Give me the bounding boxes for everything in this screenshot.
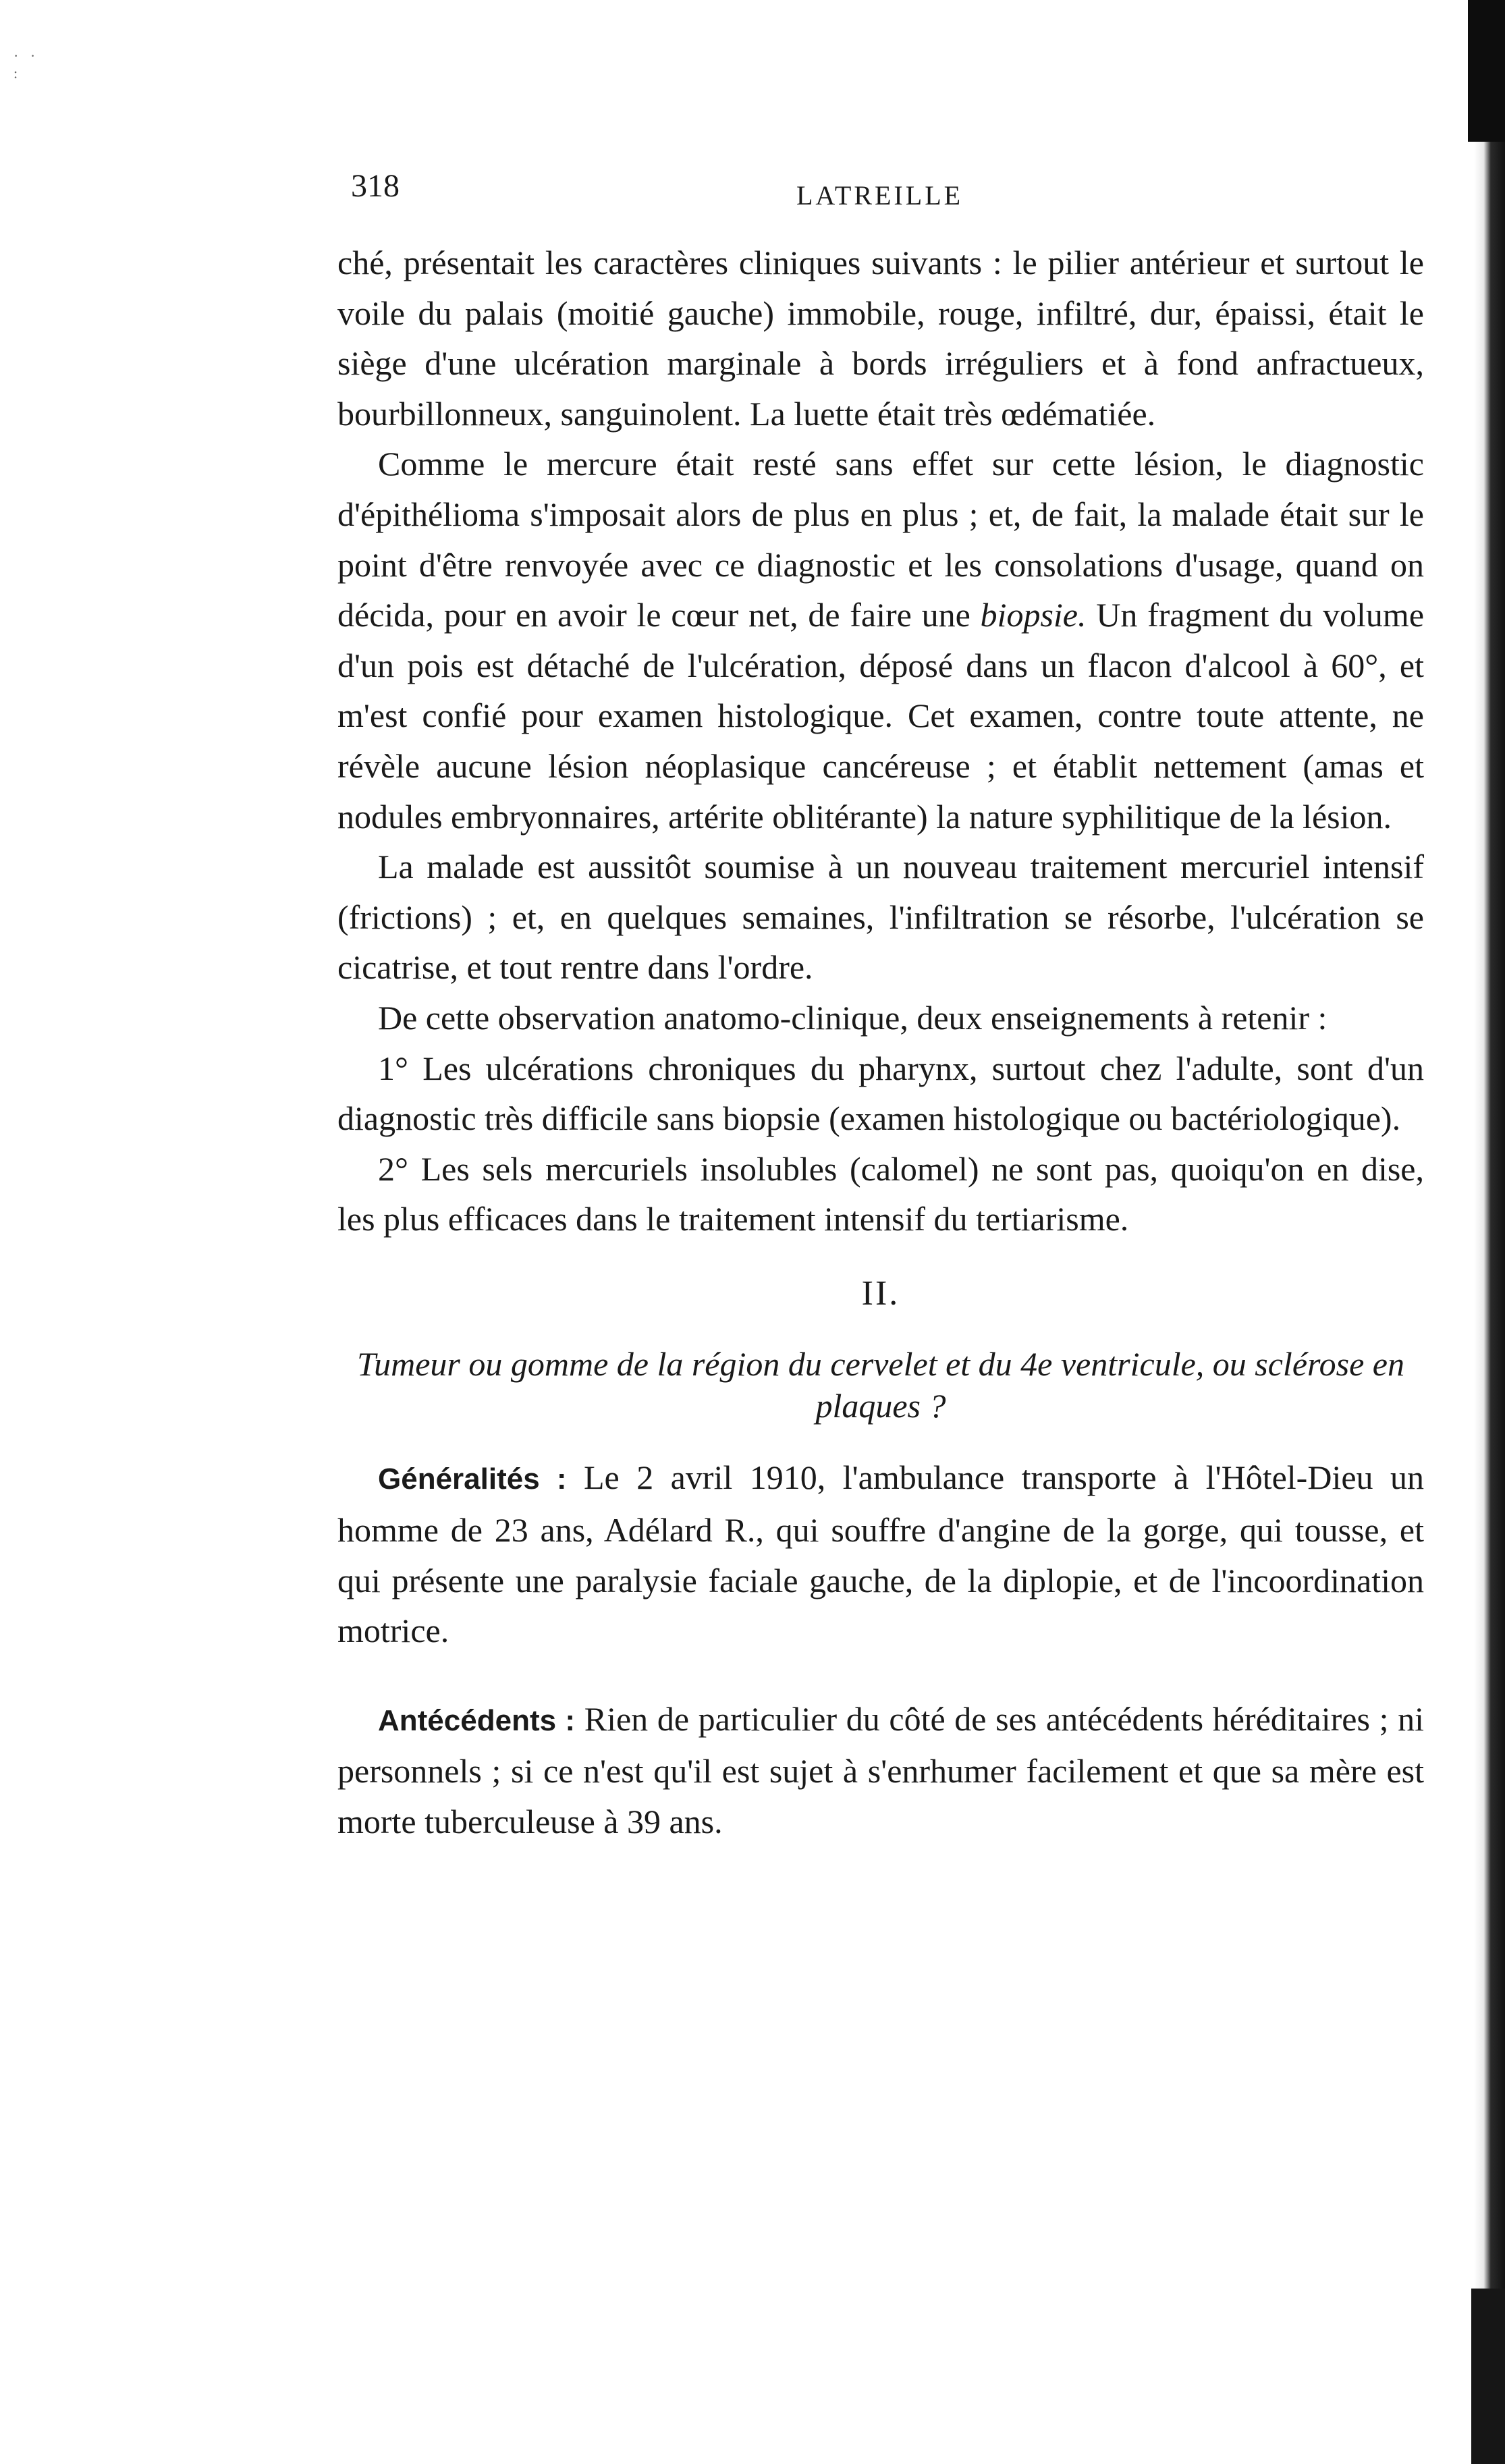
margin-specks: · · :: [13, 47, 40, 82]
antecedents-text: Rien de particulier du côté de ses antécédents héréditaires ; ni personnels ; si ce n'est qu'il est sujet à s'enrhumer facilement et que sa mère est morte tuberculeuse à 39 ans.: [337, 1699, 1425, 1841]
binding-shadow-top: [1468, 0, 1505, 142]
binding-shadow-bottom: [1471, 2289, 1505, 2464]
generalites-text: Le 2 avril 1910, l'ambulance transporte à l'Hôtel-Dieu un homme de 23 ans, Adélard R., qui souffre d'angine de la gorge, qui tousse, et qui présente une paralysie faciale gauche, de la diplopie, et de l'incoordination motrice.: [337, 1458, 1424, 1650]
paragraph-antecedents: [337, 1694, 1424, 1847]
paragraph-generalites: [337, 1452, 1424, 1655]
page-header: [351, 167, 1444, 211]
page-number: 318: [351, 168, 400, 204]
paragraph-diagnosis-cont: Un fragment du volume d'un pois est détaché de l'ulcération, déposé dans un flacon d'alcool à 60°, et m'est confié pour examen histologique. Cet examen, contre toute attente, ne révèle aucune lésion néoplasique cancéreuse ; et établit nettement (amas et nodules embryonnaires, artérite oblitérante) la nature syphilitique de la lésion.: [337, 596, 1425, 836]
lesson-2: 2° Les sels mercuriels insolubles (calomel) ne sont pas, quoiqu'on en dise, les plus efficaces dans le traitement intensif du tertiarisme.: [337, 1149, 1424, 1238]
paragraph-diagnosis-text: Comme le mercure était resté sans effet sur cette lésion, le diagnostic d'épithélioma s'imposait alors de plus en plus ; et, de fait, la malade était sur le point d'être renvoyée avec ce diagnostic et les consolations d'usage, quand on décida, pour en avoir le cœur net, de faire une: [337, 445, 1424, 634]
generalites-label: Généralités :: [378, 1462, 567, 1496]
running-head: LATREILLE: [796, 180, 964, 211]
biopsie-emphasis: biopsie.: [980, 596, 1087, 634]
page-edge-shadow: [1458, 0, 1505, 2464]
paragraph-diagnosis: [337, 439, 1424, 842]
antecedents-label: Antécédents :: [378, 1703, 576, 1737]
section-title: Tumeur ou gomme de la région du cervelet et du 4e ventricule, ou sclérose en plaques ?: [357, 1345, 1404, 1425]
section-number: II.: [861, 1274, 900, 1313]
paragraph-continuation: ché, présentait les caractères cliniques suivants : le pilier antérieur et surtout le voile du palais (moitié gauche) immobile, rouge, infiltré, dur, épaissi, était le siège d'une ulcération marginale à bords irréguliers et à fond anfractueux, bourbillonneux, sanguinolent. La luette était très œdématiée.: [337, 244, 1424, 433]
body-text: [337, 238, 1424, 1847]
paragraph-treatment: La malade est aussitôt soumise à un nouveau traitement mercuriel intensif (frictions) ; et, en quelques semaines, l'infiltration se résorbe, l'ulcération se cicatrise, et tout rentre dans l'ordre.: [337, 848, 1424, 987]
lesson-1: 1° Les ulcérations chroniques du pharynx, surtout chez l'adulte, sont d'un diagnostic très difficile sans biopsie (examen histologique ou bactériologique).: [337, 1049, 1424, 1138]
paragraph-lessons-intro: De cette observation anatomo-clinique, deux enseignements à retenir :: [378, 998, 1328, 1037]
